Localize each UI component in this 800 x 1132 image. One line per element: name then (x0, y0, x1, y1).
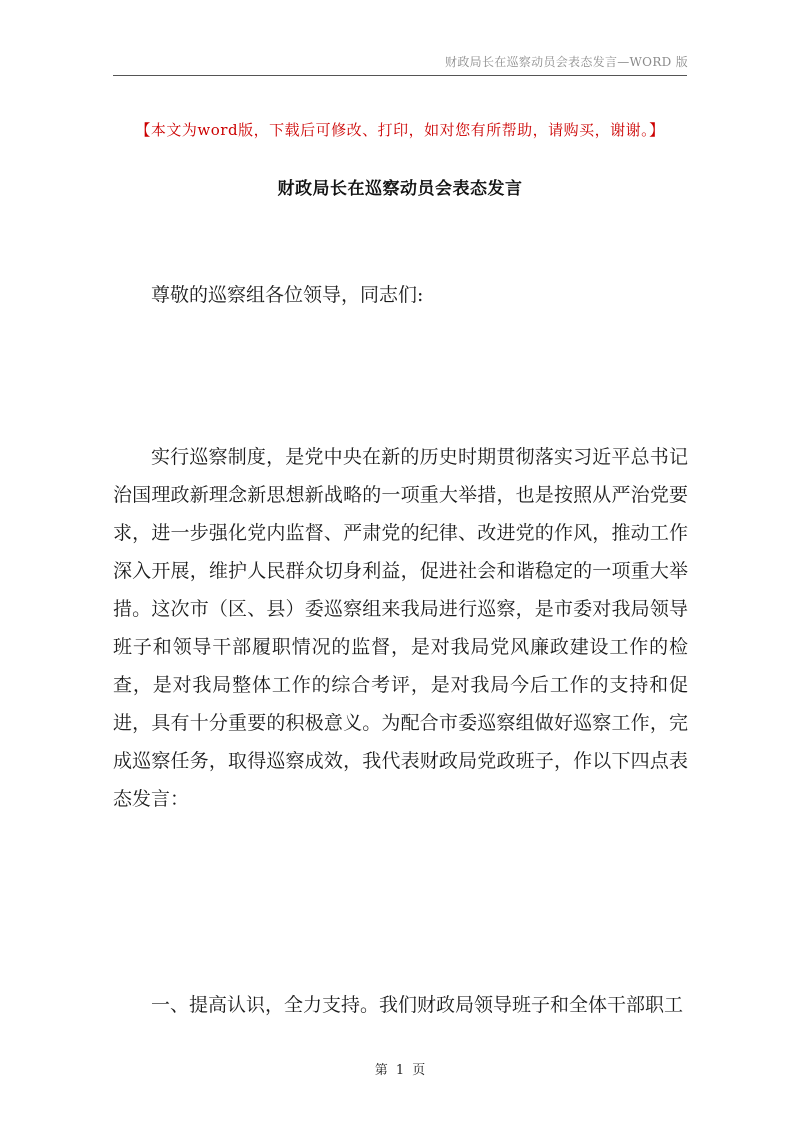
document-title: 财政局长在巡察动员会表态发言 (277, 179, 523, 199)
section-paragraph: 一、提高认识，全力支持。我们财政局领导班子和全体干部职工 (151, 994, 684, 1016)
page-number: 1 (395, 1063, 405, 1078)
header-divider (113, 75, 687, 76)
page-footer (0, 1059, 800, 1078)
purchase-notice: 【本文为word版，下载后可修改、打印，如对您有所帮助，请购买，谢谢。】 (135, 121, 665, 139)
footer-prefix: 第 (374, 1063, 388, 1078)
running-header: 财政局长在巡察动员会表态发言—WORD 版 (445, 55, 688, 69)
body-paragraph: 实行巡察制度，是党中央在新的历史时期贯彻落实习近平总书记治国理政新理念新思想新战略的一项重大举措，也是按照从严治党要求，进一步强化党内监督、严肃党的纪律、改进党的作风，推动工作深入开展，维护人民群众切身利益，促进社会和谐稳定的一项重大举措。这次市（区、县）委巡察组来我局进行巡察，是市委对我局领导班子和领导干部履职情况的监督，是对我局党风廉政建设工作的检查，是对我局整体工作的综合考评，是对我局今后工作的支持和促进，具有十分重要的积极意义。为配合市委巡察组做好巡察工作，完成巡察任务，取得巡察成效，我代表财政局党政班子，作以下四点表态发言： (113, 446, 688, 810)
footer-suffix: 页 (412, 1063, 426, 1078)
salutation: 尊敬的巡察组各位领导，同志们: (151, 284, 424, 306)
